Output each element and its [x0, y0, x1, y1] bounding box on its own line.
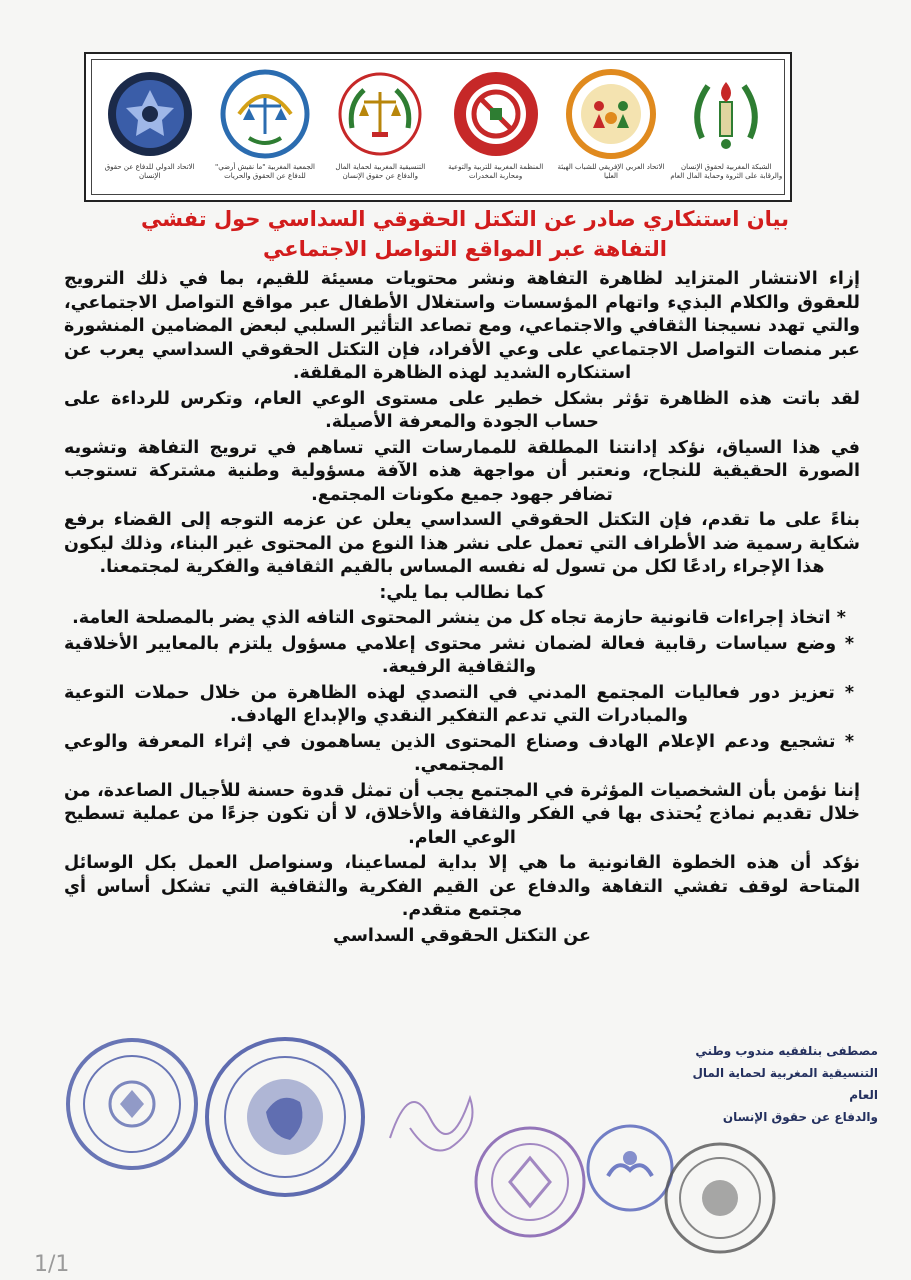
scales-of-justice-circle-icon [219, 68, 311, 160]
demand-item: * تشجيع ودعم الإعلام الهادف وصناع المحتوى الذين يساهمون في إثراء المعرفة والوعي المجتمعي. [64, 731, 854, 775]
signature-line: والدفاع عن حقوق الإنسان [722, 1110, 878, 1124]
logo-cell [96, 68, 204, 181]
children-world-circle-icon [565, 68, 657, 160]
scales-laurel-emblem-icon [334, 68, 426, 160]
signature-line: التنسيقية المغربية لحماية المال العام [692, 1066, 878, 1102]
no-drugs-circle-icon [450, 68, 542, 160]
round-stamp-coalition-icon [660, 1138, 780, 1258]
eagle-shield-emblem-icon [104, 68, 196, 160]
logo-caption: المنظمة المغربية للتربية والتوعية ومحاربة المخدرات [448, 163, 544, 180]
page-number: 1/1 [34, 1252, 70, 1277]
logo-cell [326, 68, 434, 181]
paragraph: كما نطالب بما يلي: [379, 582, 545, 603]
paragraph: بناءً على ما تقدم، فإن التكتل الحقوقي السداسي يعلن عن عزمه التوجه إلى القضاء برفع شكاية رسمية ضد الأطراف التي تعمل على نشر هذا النوع من المحتوى غير البناء، وذلك ليكون هذا الإجراء رادعًا لكل من تسول له نفسه المساس بالقيم الثقافية والفكرية لمجتمعنا. [64, 510, 860, 577]
round-stamp-arab-african-union-icon [200, 1032, 370, 1202]
signoff: عن التكتل الحقوقي السداسي [333, 925, 591, 946]
stamps-area [0, 1028, 911, 1258]
paragraph: في هذا السياق، نؤكد إدانتنا المطلقة للممارسات التي تساهم في ترويج التفاهة وتشويه الصورة الحقيقية للنجاح، ونعتبر أن مواجهة هذه الآفة مسؤولية وطنية مشتركة تستوجب تضافر جهود جميع مكونات المجتمع. [64, 437, 860, 505]
signature-line: مصطفى بنلفقيه مندوب وطني [695, 1044, 878, 1058]
logo-cell [211, 68, 319, 181]
paragraph: إننا نؤمن بأن الشخصيات المؤثرة في المجتمع يجب أن تمثل قدوة حسنة للأجيال الصاعدة، من خلال تقديم نماذج يُحتذى بها في الفكر والثقافة والأخلاق، لا أن تكون جزءًا من عملية تسطيح الوعي العام. [64, 780, 860, 848]
logo-caption: الاتحاد العربي الإفريقي للشباب الهيئة العليا [557, 163, 665, 180]
logo-caption: الاتحاد الدولي للدفاع عن حقوق الإنسان [104, 163, 195, 180]
statement-body [64, 268, 860, 950]
round-stamp-purple-icon [470, 1122, 590, 1242]
document-title: بيان استنكاري صادر عن التكتل الحقوقي السداسي حول تفشي التفاهة عبر المواقع التواصل الاجتماعي [141, 207, 789, 261]
round-stamp-blue-icon [62, 1034, 202, 1174]
logo-caption: الجمعية المغربية "ما نقيش أرضي" للدفاع عن الحقوق والحريات [215, 163, 315, 180]
demand-item: * وضع سياسات رقابية فعالة لضمان نشر محتوى إعلامي مسؤول يلتزم بالمعايير الأخلاقية والثقافية الرفيعة. [64, 633, 854, 677]
paragraph: نؤكد أن هذه الخطوة القانونية ما هي إلا بداية لمساعينا، وسنواصل العمل بكل الوسائل المتاحة لوقف تفشي التفاهة والدفاع عن القيم الفكرية والثقافية التي تشكل أساس أي مجتمع متقدم. [64, 853, 860, 920]
logo-caption: التنسيقية المغربية لحماية المال والدفاع عن حقوق الإنسان [335, 163, 426, 180]
demand-item: * اتخاذ إجراءات قانونية حازمة تجاه كل من ينشر المحتوى التافه الذي يضر بالمصلحة العامة. [72, 608, 846, 628]
logo-cell [557, 68, 665, 181]
logo-cell [670, 68, 783, 181]
demand-item: * تعزيز دور فعاليات المجتمع المدني في التصدي لهذه الظاهرة من خلال حملات التوعية والمبادرات التي تدعم التفكير النقدي والإبداع الهادف. [64, 682, 854, 726]
logo-caption: الشبكة المغربية لحقوق الإنسان والرقابة على الثروة وحماية المال العام [670, 163, 783, 180]
logo-strip [84, 52, 792, 202]
laurel-torch-emblem-icon [680, 68, 772, 160]
paragraph: إزاء الانتشار المتزايد لظاهرة التفاهة ونشر محتويات مسيئة للقيم، بما في ذلك الترويج للعقوق والكلام البذيء واتهام المؤسسات واستغلال الأطفال عبر مواقع التواصل الاجتماعي، والتي تهدد نسيجنا الثقافي والاجتماعي، ومع تصاعد التأثير السلبي لبعض المضامين المنشورة عبر منصات التواصل الاجتماعي على وعي الأفراد، فإن التكتل الحقوقي السداسي يعرب عن استنكاره الشديد لهذه الظاهرة المقلقة. [64, 269, 860, 383]
paragraph: لقد باتت هذه الظاهرة تؤثر بشكل خطير على مستوى الوعي العام، وتكرس للرداءة على حساب الجودة والمعرفة الأصيلة. [64, 388, 860, 432]
logo-cell [442, 68, 550, 181]
